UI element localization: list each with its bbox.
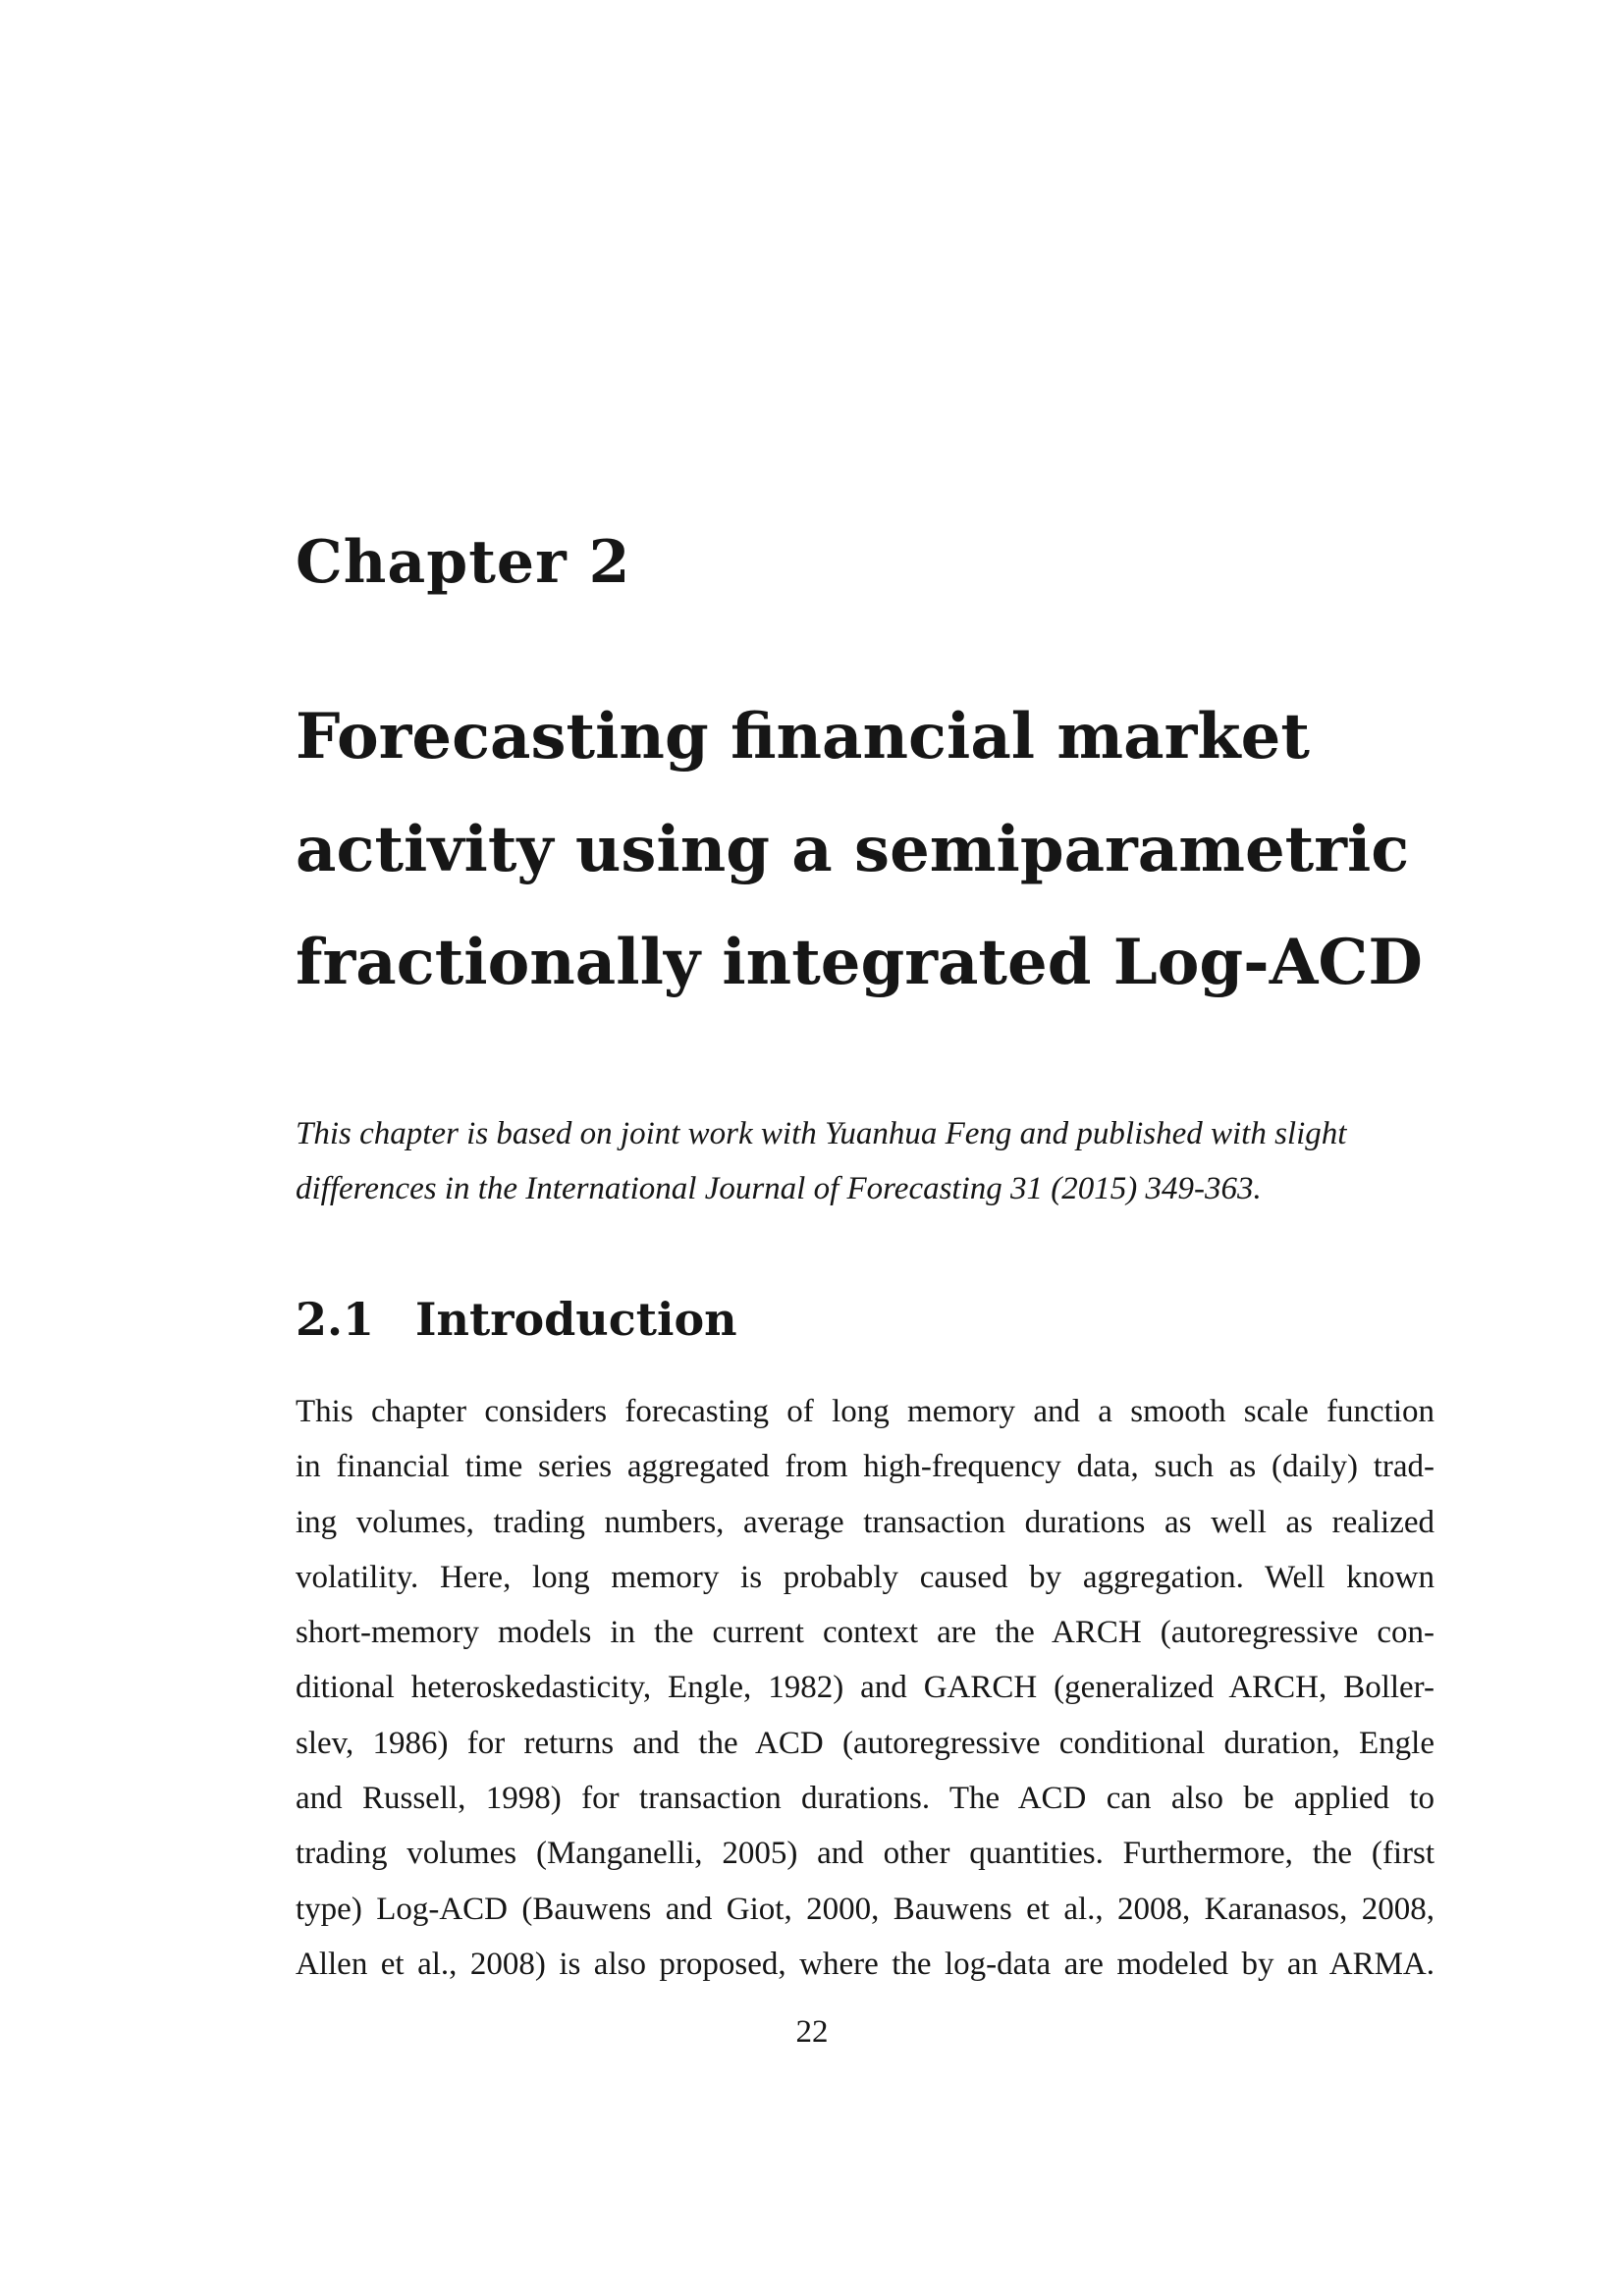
body-paragraph [296, 1384, 1435, 1992]
section-number: 2.1 [296, 1293, 375, 1346]
body-line: ing volumes, trading numbers, average transaction durations as well as realized [296, 1504, 1435, 1540]
chapter-note [296, 1106, 1435, 1216]
section-title: Introduction [415, 1293, 737, 1346]
chapter-title-line: activity using a semiparametric [296, 813, 1410, 886]
chapter-label: Chapter 2 [296, 528, 631, 597]
chapter-note-line: This chapter is based on joint work with Yuanhua Feng and published with slight [296, 1116, 1347, 1151]
body-line: ditional heteroskedasticity, Engle, 1982) and GARCH (generalized ARCH, Boller- [296, 1670, 1435, 1706]
section-heading [296, 1288, 737, 1351]
chapter-title-line: Forecasting financial market [296, 700, 1310, 774]
body-line: type) Log-ACD (Bauwens and Giot, 2000, Bauwens et al., 2008, Karanasos, 2008, [296, 1891, 1435, 1927]
body-line: trading volumes (Manganelli, 2005) and other quantities. Furthermore, the (first [296, 1836, 1435, 1872]
chapter-note-line: differences in the International Journal of Forecasting 31 (2015) 349-363. [296, 1171, 1262, 1206]
chapter-title [296, 680, 1425, 1019]
body-line: slev, 1986) for returns and the ACD (autoregressive conditional duration, Engle [296, 1725, 1435, 1761]
body-line: volatility. Here, long memory is probably caused by aggregation. Well known [296, 1559, 1435, 1595]
body-line: This chapter considers forecasting of long memory and a smooth scale function [296, 1394, 1435, 1429]
body-line: Allen et al., 2008) is also proposed, where the log-data are modeled by an ARMA. [296, 1946, 1435, 1982]
body-line: in financial time series aggregated from high-frequency data, such as (daily) trad- [296, 1449, 1435, 1485]
body-line: and Russell, 1998) for transaction durations. The ACD can also be applied to [296, 1781, 1435, 1817]
page-number: 22 [795, 2014, 829, 2050]
body-line: short-memory models in the current context are the ARCH (autoregressive con- [296, 1615, 1435, 1651]
chapter-title-line: fractionally integrated Log-ACD [296, 926, 1423, 999]
